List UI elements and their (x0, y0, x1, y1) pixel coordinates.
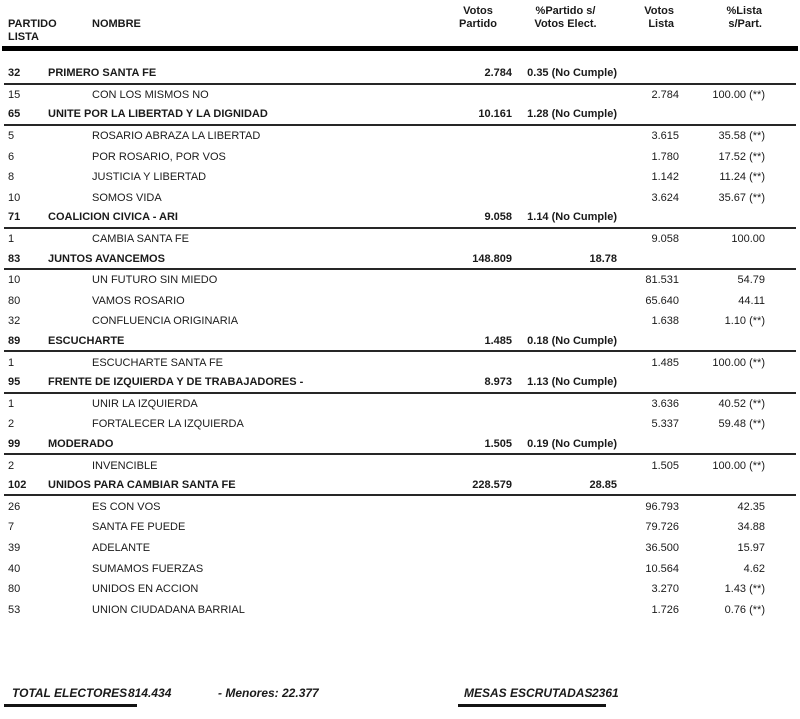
list-code: 7 (8, 521, 15, 534)
list-pct-lista: 35.67 (**) (718, 191, 765, 204)
list-pct-lista: 59.48 (**) (718, 418, 765, 431)
list-votos-lista: 5.337 (651, 418, 679, 431)
list-votos-lista: 36.500 (645, 541, 679, 554)
list-code: 10 (8, 274, 21, 287)
party-name: PRIMERO SANTA FE (48, 67, 157, 80)
list-row (4, 352, 796, 373)
list-row (4, 579, 796, 600)
list-pct-lista: 100.00 (731, 233, 765, 246)
party-name: COALICION CIVICA - ARI (48, 211, 178, 224)
list-votos-lista: 10.564 (645, 562, 679, 575)
col-partido-lista (8, 5, 57, 44)
party-pct-partido: 1.13 (No Cumple) (527, 376, 617, 389)
list-row (4, 455, 796, 476)
list-pct-lista: 44.11 (738, 294, 765, 307)
list-pct-lista: 1.43 (**) (724, 583, 765, 596)
list-name: CON LOS MISMOS NO (92, 88, 209, 101)
list-name: SANTA FE PUEDE (92, 521, 186, 534)
list-votos-lista: 2.784 (651, 88, 679, 101)
list-row (4, 291, 796, 312)
list-pct-lista: 34.88 (737, 521, 765, 534)
total-electores-value: 814.434 (128, 686, 172, 701)
list-name: ROSARIO ABRAZA LA LIBERTAD (92, 130, 261, 143)
party-code: 71 (8, 211, 21, 224)
party-pct-partido: 18.78 (589, 252, 617, 265)
list-votos-lista: 3.615 (651, 130, 679, 143)
list-name: JUSTICIA Y LIBERTAD (92, 171, 207, 184)
party-pct-partido: 1.14 (No Cumple) (527, 211, 617, 224)
list-votos-lista: 79.726 (645, 521, 679, 534)
list-name: SOMOS VIDA (92, 191, 162, 204)
list-name: ADELANTE (92, 541, 151, 554)
list-votos-lista: 3.270 (651, 583, 679, 596)
list-pct-lista: 4.62 (743, 562, 765, 575)
list-votos-lista: 1.638 (651, 315, 679, 328)
list-votos-lista: 3.624 (651, 191, 679, 204)
header-nombre: NOMBRE (92, 18, 141, 30)
list-name: SUMAMOS FUERZAS (92, 562, 204, 575)
list-pct-lista: 17.52 (**) (718, 150, 765, 163)
list-row (4, 146, 796, 167)
list-code: 53 (8, 603, 21, 616)
list-pct-lista: 100.00 (**) (712, 356, 765, 369)
list-code: 10 (8, 191, 21, 204)
table-body (0, 64, 800, 620)
col-pct-lista: %Lista s/Part. (726, 5, 762, 30)
party-code: 89 (8, 335, 21, 348)
list-code: 39 (8, 541, 21, 554)
list-votos-lista: 9.058 (651, 233, 679, 246)
list-pct-lista: 100.00 (**) (712, 459, 765, 472)
list-name: INVENCIBLE (92, 459, 158, 472)
list-votos-lista: 81.531 (645, 274, 679, 287)
party-code: 32 (8, 67, 21, 80)
list-code: 5 (8, 130, 15, 143)
col-pct-partido: %Partido s/ Votos Elect. (534, 5, 597, 30)
list-row (4, 599, 796, 620)
list-pct-lista: 54.79 (737, 274, 765, 287)
list-pct-lista: 42.35 (737, 500, 765, 513)
list-code: 80 (8, 294, 21, 307)
list-row (4, 394, 796, 415)
party-name: UNIDOS PARA CAMBIAR SANTA FE (48, 479, 236, 492)
table-header (2, 0, 798, 51)
party-votos-partido: 9.058 (484, 211, 512, 224)
list-name: UNION CIUDADANA BARRIAL (92, 603, 245, 616)
list-name: CONFLUENCIA ORIGINARIA (92, 315, 239, 328)
list-name: VAMOS ROSARIO (92, 294, 185, 307)
party-name: MODERADO (48, 437, 114, 450)
list-code: 15 (8, 88, 21, 101)
list-row (4, 414, 796, 435)
party-code: 65 (8, 108, 21, 121)
list-votos-lista: 1.726 (651, 603, 679, 616)
list-name: CAMBIA SANTA FE (92, 233, 189, 246)
list-code: 1 (8, 397, 15, 410)
list-row (4, 85, 796, 106)
party-row (4, 64, 796, 85)
party-votos-partido: 148.809 (472, 252, 512, 265)
col-nombre (48, 5, 442, 44)
list-name: POR ROSARIO, POR VOS (92, 150, 226, 163)
party-name: ESCUCHARTE (48, 335, 125, 348)
party-row (4, 105, 796, 126)
party-name: JUNTOS AVANCEMOS (48, 252, 165, 265)
party-row (4, 332, 796, 353)
party-pct-partido: 28.85 (589, 479, 617, 492)
list-name: UN FUTURO SIN MIEDO (92, 274, 218, 287)
list-name: FORTALECER LA IZQUIERDA (92, 418, 244, 431)
list-pct-lista: 0.76 (**) (724, 603, 765, 616)
party-row (4, 373, 796, 394)
list-votos-lista: 1.485 (651, 356, 679, 369)
list-row (4, 311, 796, 332)
party-pct-partido: 0.18 (No Cumple) (527, 335, 617, 348)
list-pct-lista: 100.00 (**) (712, 88, 765, 101)
list-name: ESCUCHARTE SANTA FE (92, 356, 224, 369)
list-pct-lista: 1.10 (**) (724, 315, 765, 328)
list-name: UNIR LA IZQUIERDA (92, 397, 198, 410)
list-votos-lista: 1.780 (651, 150, 679, 163)
list-row (4, 558, 796, 579)
party-votos-partido: 1.505 (484, 437, 512, 450)
list-pct-lista: 11.24 (**) (719, 171, 765, 184)
party-code: 95 (8, 376, 21, 389)
col-votos-partido: Votos Partido (459, 5, 497, 30)
list-code: 1 (8, 356, 15, 369)
list-code: 26 (8, 500, 21, 513)
list-votos-lista: 96.793 (645, 500, 679, 513)
footer (0, 686, 800, 719)
party-votos-partido: 1.485 (484, 335, 512, 348)
list-row (4, 517, 796, 538)
list-row (4, 270, 796, 291)
party-pct-partido: 1.28 (No Cumple) (527, 108, 617, 121)
header-lista: LISTA (8, 31, 39, 43)
party-votos-partido: 228.579 (472, 479, 512, 492)
party-votos-partido: 8.973 (484, 376, 512, 389)
party-row (4, 249, 796, 270)
list-pct-lista: 35.58 (**) (718, 130, 765, 143)
party-pct-partido: 0.35 (No Cumple) (527, 67, 617, 80)
party-name: UNITE POR LA LIBERTAD Y LA DIGNIDAD (48, 108, 268, 121)
list-name: ES CON VOS (92, 500, 161, 513)
list-code: 2 (8, 459, 15, 472)
list-pct-lista: 15.97 (737, 541, 765, 554)
party-row (4, 435, 796, 456)
party-code: 102 (8, 479, 27, 492)
list-code: 32 (8, 315, 21, 328)
party-row (4, 208, 796, 229)
list-code: 6 (8, 150, 15, 163)
list-code: 2 (8, 418, 15, 431)
party-row (4, 476, 796, 497)
party-pct-partido: 0.19 (No Cumple) (527, 437, 617, 450)
total-electores-label: TOTAL ELECTORES (4, 686, 137, 707)
party-votos-partido: 10.161 (478, 108, 512, 121)
list-code: 80 (8, 583, 21, 596)
list-pct-lista: 40.52 (**) (718, 397, 765, 410)
party-code: 83 (8, 252, 21, 265)
party-code: 99 (8, 437, 21, 450)
list-votos-lista: 1.142 (651, 171, 679, 184)
party-votos-partido: 2.784 (484, 67, 512, 80)
party-name: FRENTE DE IZQUIERDA Y DE TRABAJADORES - (48, 376, 304, 389)
list-row (4, 538, 796, 559)
header-partido: PARTIDO (8, 18, 57, 30)
list-row (4, 167, 796, 188)
list-code: 1 (8, 233, 15, 246)
list-row (4, 188, 796, 209)
mesas-escrutadas-value: 2361 (592, 686, 619, 701)
menores-note: - Menores: 22.377 (218, 686, 319, 701)
list-row (4, 229, 796, 250)
list-votos-lista: 65.640 (645, 294, 679, 307)
list-votos-lista: 3.636 (651, 397, 679, 410)
list-row (4, 496, 796, 517)
mesas-escrutadas-label: MESAS ESCRUTADAS (458, 686, 606, 707)
list-row (4, 126, 796, 147)
list-code: 40 (8, 562, 21, 575)
col-votos-lista: Votos Lista (644, 5, 674, 30)
list-code: 8 (8, 171, 15, 184)
list-votos-lista: 1.505 (651, 459, 679, 472)
list-name: UNIDOS EN ACCION (92, 583, 199, 596)
